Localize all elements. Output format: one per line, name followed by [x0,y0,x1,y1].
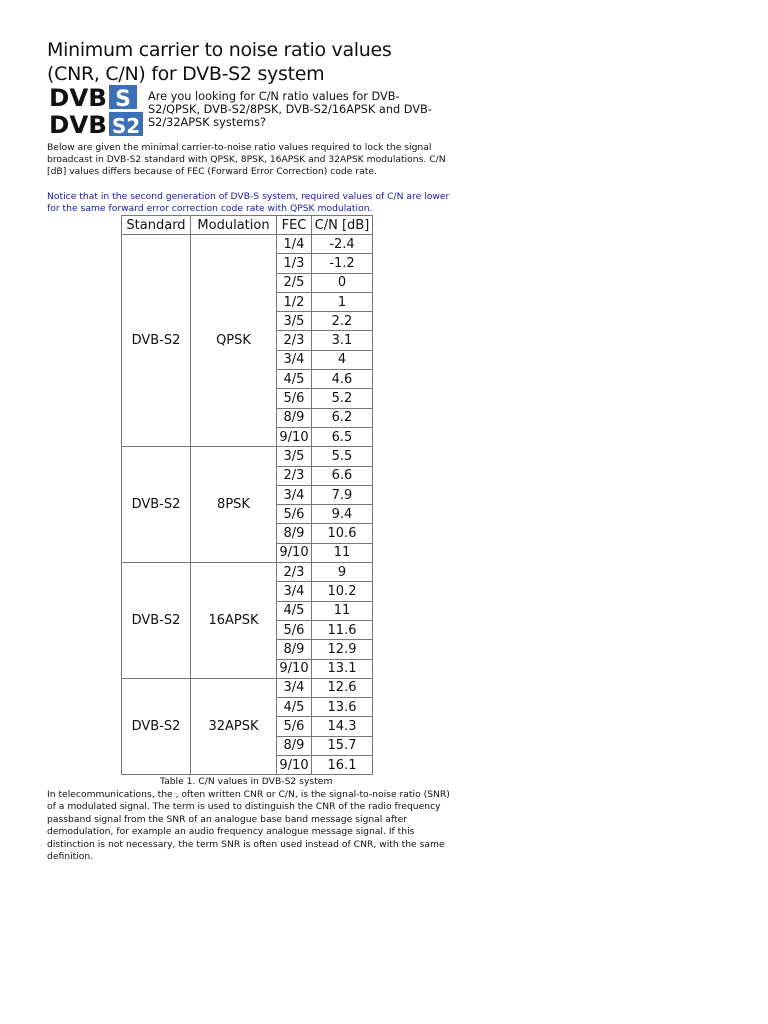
cell-fec: 4/5 [277,601,312,620]
cell-cn: -1.2 [312,254,373,273]
cell-fec: 2/3 [277,563,312,582]
cell-fec: 1/3 [277,254,312,273]
cell-cn: 5.2 [312,389,373,408]
table-caption: Table 1. C/N values in DVB-S2 system [160,776,333,787]
cn-values-table [121,215,373,775]
cell-cn: 11 [312,601,373,620]
cell-cn: 3.1 [312,331,373,350]
cell-standard: DVB-S2 [122,563,191,679]
cell-cn: 14.3 [312,717,373,736]
logo-s2-badge-text: S2 [111,114,141,136]
cell-fec: 3/5 [277,312,312,331]
cell-cn: 4.6 [312,370,373,389]
cell-standard: DVB-S2 [122,447,191,563]
table-body [122,235,373,775]
cell-fec: 3/5 [277,447,312,466]
cell-cn: 6.5 [312,427,373,446]
cell-cn: 7.9 [312,485,373,504]
cell-fec: 9/10 [277,756,312,775]
cell-cn: 13.6 [312,698,373,717]
cell-modulation: 32APSK [191,678,277,774]
cell-modulation: QPSK [191,235,277,447]
header-fec: FEC [277,216,312,235]
table-header-row [122,216,373,235]
logo-dvb-text-top: DVB [49,84,107,112]
cell-fec: 2/5 [277,273,312,292]
dvb-s2-logo [47,84,143,136]
cell-fec: 8/9 [277,408,312,427]
header-cn: C/N [dB] [312,216,373,235]
cell-cn: 15.7 [312,736,373,755]
cell-fec: 5/6 [277,620,312,639]
cell-fec: 8/9 [277,524,312,543]
cell-cn: 11.6 [312,620,373,639]
cell-modulation: 8PSK [191,447,277,563]
cell-cn: 16.1 [312,756,373,775]
cell-fec: 4/5 [277,698,312,717]
table-row [122,563,373,582]
cell-cn: 9.4 [312,505,373,524]
cell-fec: 3/4 [277,678,312,697]
cell-fec: 9/10 [277,659,312,678]
cell-fec: 2/3 [277,466,312,485]
cell-standard: DVB-S2 [122,678,191,774]
cell-fec: 9/10 [277,543,312,562]
cell-modulation: 16APSK [191,563,277,679]
cell-cn: 1 [312,292,373,311]
notice-paragraph: Notice that in the second generation of DVB-S system, required values of C/N are lower for the same forward error correction code rate with QPSK modulation. [47,191,450,214]
cell-cn: 0 [312,273,373,292]
cell-cn: 6.6 [312,466,373,485]
cell-fec: 3/4 [277,485,312,504]
page-title: Minimum carrier to noise ratio values (CNR, C/N) for DVB-S2 system [47,39,392,85]
cell-fec: 2/3 [277,331,312,350]
cell-fec: 1/4 [277,235,312,254]
cell-cn: 10.6 [312,524,373,543]
cell-fec: 3/4 [277,582,312,601]
cell-fec: 5/6 [277,717,312,736]
header-modulation: Modulation [191,216,277,235]
cell-cn: 9 [312,563,373,582]
table-row [122,678,373,697]
cell-cn: 10.2 [312,582,373,601]
cell-standard: DVB-S2 [122,235,191,447]
cell-fec: 8/9 [277,736,312,755]
cell-fec: 9/10 [277,427,312,446]
intro-question: Are you looking for C/N ratio values for DVB-S2/QPSK, DVB-S2/8PSK, DVB-S2/16APSK and DVB-S2/32APSK systems? [148,90,432,129]
footer-paragraph: In telecommunications, the , often written CNR or C/N, is the signal-to-noise ratio (SNR) of a modulated signal. The term is used to distinguish the CNR of the radio frequency passband signal from the SNR of an analogue base band message signal after demodulation, for example an audio frequency analogue message signal. If this distinction is not necessary, the term SNR is often used instead of CNR, with the same definition. [47,789,450,863]
logo-s-badge-text: S [115,87,131,112]
cell-fec: 5/6 [277,505,312,524]
header-standard: Standard [122,216,191,235]
cell-fec: 3/4 [277,350,312,369]
logo-dvb-text-bottom: DVB [49,111,107,136]
cell-cn: 13.1 [312,659,373,678]
cell-fec: 4/5 [277,370,312,389]
cell-fec: 1/2 [277,292,312,311]
cell-fec: 5/6 [277,389,312,408]
cell-cn: 5.5 [312,447,373,466]
table-row [122,235,373,254]
cell-cn: -2.4 [312,235,373,254]
cell-cn: 12.9 [312,640,373,659]
cell-cn: 12.6 [312,678,373,697]
cell-cn: 2.2 [312,312,373,331]
cell-cn: 6.2 [312,408,373,427]
cell-fec: 8/9 [277,640,312,659]
table-row [122,447,373,466]
cell-cn: 4 [312,350,373,369]
cell-cn: 11 [312,543,373,562]
description-paragraph: Below are given the minimal carrier-to-noise ratio values required to lock the signal broadcast in DVB-S2 standard with QPSK, 8PSK, 16APSK and 32APSK modulations. C/N [dB] values differs because of FEC (Forward Error Correction) code rate. [47,142,446,177]
